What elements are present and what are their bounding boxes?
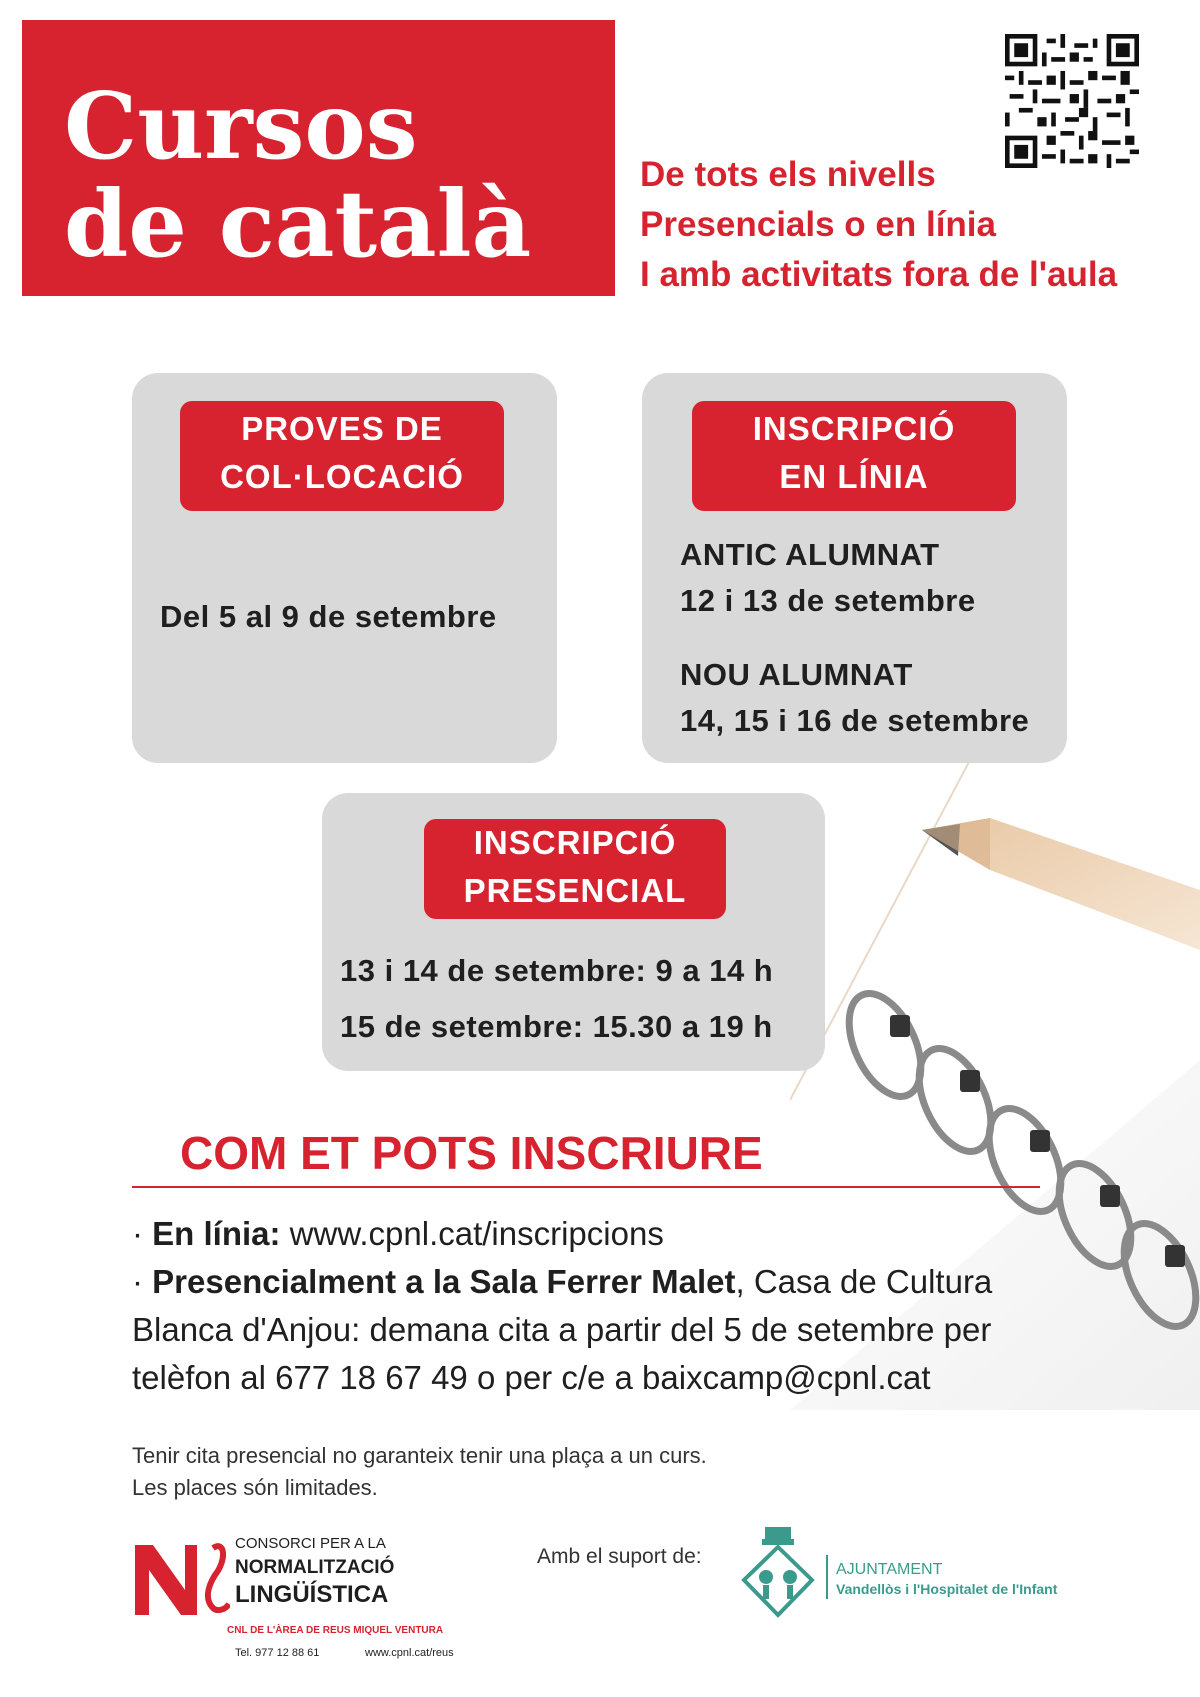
ajuntament-line1: AJUNTAMENT xyxy=(836,1561,943,1578)
bullet: · xyxy=(132,1215,153,1252)
ajuntament-line2: Vandellòs i l'Hospitalet de l'Infant xyxy=(836,1581,1058,1597)
in-person-enroll-line xyxy=(132,1258,992,1306)
bullet: · xyxy=(132,1263,153,1300)
pencil-illustration xyxy=(922,818,1200,950)
cpnl-phone: Tel. 977 12 88 61 xyxy=(235,1647,320,1659)
title-line-2: de català xyxy=(64,170,532,278)
support-label: Amb el suport de: xyxy=(537,1545,702,1568)
placement-test-box xyxy=(132,373,557,763)
online-label-line2: EN LÍNIA xyxy=(779,458,929,495)
note-limited-places: Les places són limitades. xyxy=(132,1475,378,1500)
in-person-detail-line: Blanca d'Anjou: demana cita a partir del 5 de setembre per xyxy=(132,1311,992,1348)
online-enrollment-label xyxy=(692,401,1016,511)
cpnl-subtitle: CNL DE L'ÀREA DE REUS MIQUEL VENTURA xyxy=(227,1625,444,1636)
online-enrollment-box xyxy=(642,373,1067,763)
in-person-label-line2: PRESENCIAL xyxy=(463,872,687,909)
tagline-levels: De tots els nivells xyxy=(640,155,936,194)
former-students-dates: 12 i 13 de setembre xyxy=(680,583,976,618)
cpnl-logo xyxy=(135,1535,535,1675)
online-url-link[interactable]: www.cpnl.cat/inscripcions xyxy=(280,1215,664,1252)
ajuntament-logo xyxy=(740,1525,1100,1620)
in-person-contact-line[interactable]: telèfon al 677 18 67 49 o per c/e a baixcamp@cpnl.cat xyxy=(132,1359,931,1396)
in-person-label-line1: INSCRIPCIÓ xyxy=(473,824,677,861)
title-banner xyxy=(22,20,615,296)
cpnl-logo-icon xyxy=(135,1540,230,1615)
in-person-enrollment-label xyxy=(424,819,726,919)
placement-dates: Del 5 al 9 de setembre xyxy=(160,599,497,634)
title-line-1: Cursos xyxy=(64,72,418,180)
former-students-title: ANTIC ALUMNAT xyxy=(680,537,940,572)
in-person-location: , Casa de Cultura xyxy=(735,1263,993,1300)
in-person-label: Presencialment a la Sala Ferrer Malet xyxy=(152,1263,736,1300)
tagline-activities: I amb activitats fora de l'aula xyxy=(640,255,1118,294)
online-label-line1: INSCRIPCIÓ xyxy=(752,410,956,447)
online-enroll-line xyxy=(132,1210,664,1258)
note-appointment: Tenir cita presencial no garanteix tenir una plaça a un curs. xyxy=(132,1443,707,1468)
qr-code-icon[interactable] xyxy=(1005,34,1139,168)
heading-underline xyxy=(132,1186,1040,1188)
ajuntament-shield-icon xyxy=(740,1525,815,1620)
placement-test-label xyxy=(180,401,504,511)
logo-divider xyxy=(826,1555,828,1599)
in-person-schedule-1: 13 i 14 de setembre: 9 a 14 h xyxy=(340,953,774,988)
cpnl-line3: LINGÜÍSTICA xyxy=(235,1581,389,1608)
online-label: En línia: xyxy=(152,1215,281,1252)
cpnl-line1: CONSORCI PER A LA xyxy=(235,1535,386,1552)
cpnl-line2: NORMALITZACIÓ xyxy=(235,1557,395,1578)
new-students-title: NOU ALUMNAT xyxy=(680,657,913,692)
cpnl-website[interactable]: www.cpnl.cat/reus xyxy=(365,1647,454,1659)
placement-label-line2: COL·LOCACIÓ xyxy=(220,458,464,495)
tagline-modes: Presencials o en línia xyxy=(640,205,996,244)
placement-label-line1: PROVES DE xyxy=(241,410,443,447)
new-students-dates: 14, 15 i 16 de setembre xyxy=(680,703,1030,738)
how-to-enroll-heading: COM ET POTS INSCRIURE xyxy=(180,1127,763,1179)
in-person-schedule-2: 15 de setembre: 15.30 a 19 h xyxy=(340,1009,773,1044)
in-person-enrollment-box xyxy=(322,793,825,1071)
